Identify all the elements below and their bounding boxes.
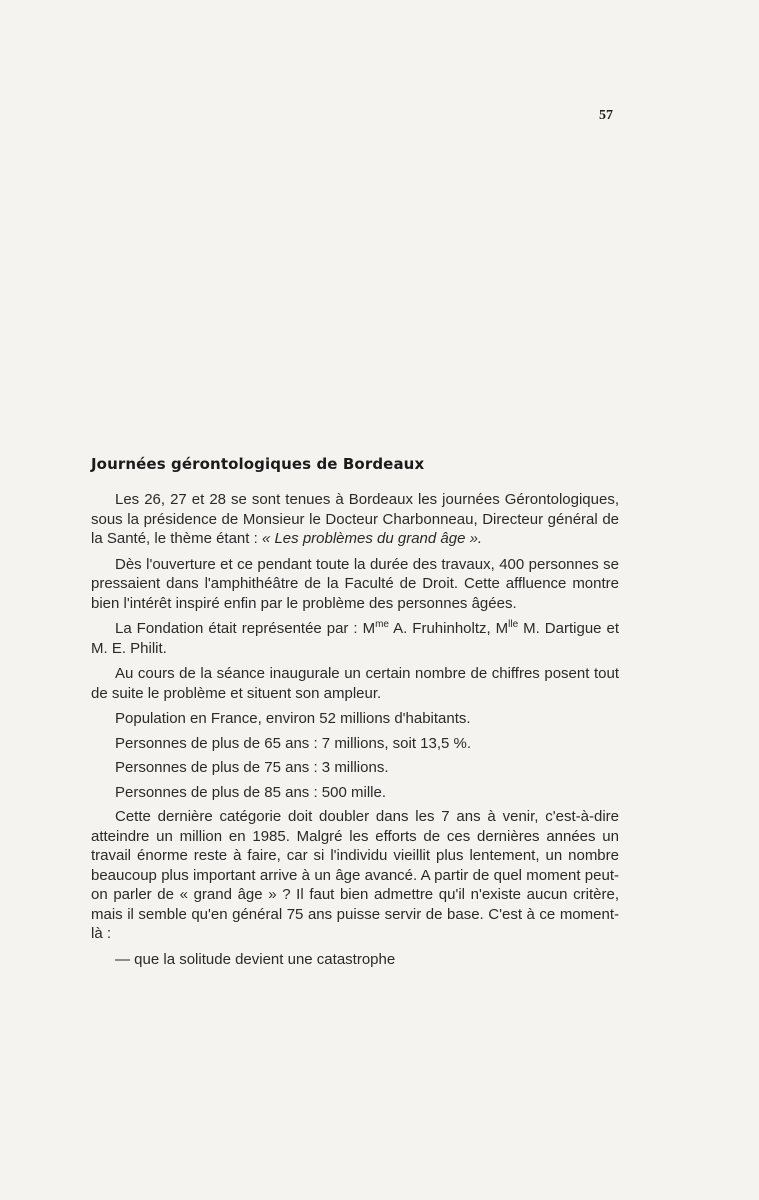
paragraph-inaugural: Au cours de la séance inaugurale un certain nombre de chiffres posent tout de suite le problème et situent son ampleur. (91, 665, 619, 702)
theme-quote: « Les problèmes du grand âge ». (261, 530, 483, 547)
paragraph-projection: Cette dernière catégorie doit doubler dans les 7 ans à venir, c'est-à-dire atteindre un million en 1985. Malgré les efforts de ces dernières années un travail énorme reste à faire, car si l'individu vieillit plus lentement, un nombre beaucoup plus important arrive à un âge avancé. A partir de quel moment peut-on parler de « grand âge » ? Il faut bien admettre qu'il n'existe aucun critère, mais il semble qu'en général 75 ans puisse servir de base. C'est à ce moment-là : (91, 808, 619, 942)
stat-line: Personnes de plus de 85 ans : 500 mille. (115, 783, 387, 801)
article (91, 455, 619, 969)
stat-line: Personnes de plus de 75 ans : 3 millions. (115, 759, 389, 776)
title-superscript-mme: me (375, 619, 389, 630)
paragraph-intro-text: Les 26, 27 et 28 se sont tenues à Bordeaux les journées Gérontologiques, sous la présidence de Monsieur le Docteur Charbonneau, Directeur général de la Santé, le thème étant : (91, 491, 619, 547)
representatives-text-3: M. Dartigue et M. E. Philit. (91, 620, 620, 657)
stat-line: Population en France, environ 52 millions d'habitants. (115, 710, 471, 727)
page-number: 57 (599, 108, 613, 123)
representatives-text-2: A. Fruhinholtz, M (388, 620, 509, 637)
representatives-text-1: La Fondation était représentée par : M (115, 620, 376, 637)
title-superscript-mlle: lle (508, 619, 519, 630)
article-title: Journées gérontologiques de Bordeaux (91, 455, 425, 473)
stat-line: Personnes de plus de 65 ans : 7 millions, soit 13,5 %. (115, 734, 472, 752)
dash-list-item: — que la solitude devient une catastrophe (115, 950, 396, 968)
paragraph-attendance: Dès l'ouverture et ce pendant toute la durée des travaux, 400 personnes se pressaient dans l'amphithéâtre de la Faculté de Droit. Cette affluence montre bien l'intérêt inspiré enfin par le problème des personnes âgées. (91, 555, 619, 612)
paragraph-representatives (91, 619, 619, 658)
paragraph-intro (91, 490, 619, 549)
